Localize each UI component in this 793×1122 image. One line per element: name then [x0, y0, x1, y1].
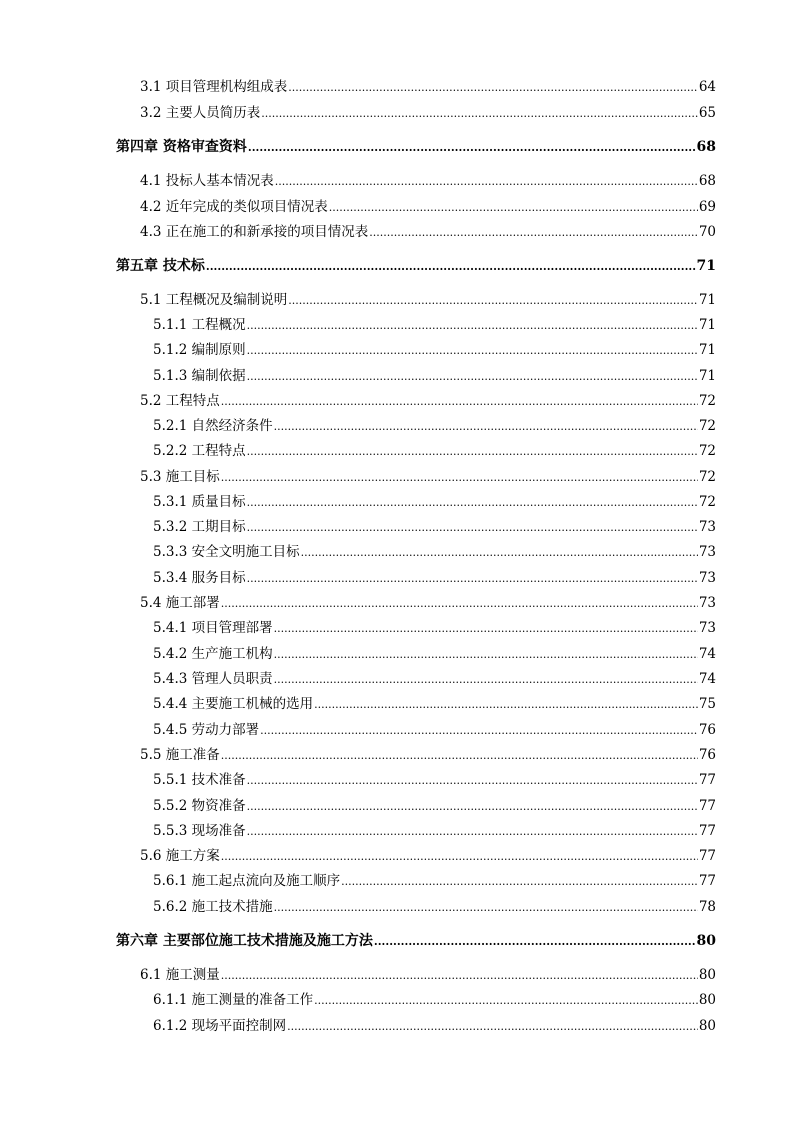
toc-entry-page: 73: [698, 620, 716, 636]
toc-entry-page: 68: [696, 139, 716, 155]
toc-entry-title: 5.1 工程概况及编制说明: [140, 292, 288, 308]
toc-entry-page: 72: [698, 393, 716, 409]
toc-entry-page: 73: [698, 570, 716, 586]
dot-leader: [260, 721, 698, 741]
toc-entry[interactable]: [140, 745, 716, 765]
toc-entry-title: 5.1.2 编制原则: [153, 342, 246, 358]
dot-leader: [206, 257, 696, 277]
toc-entry[interactable]: [140, 846, 716, 866]
toc-entry[interactable]: [153, 618, 716, 638]
toc-entry-page: 65: [698, 105, 716, 121]
toc-entry-page: 76: [698, 747, 716, 763]
toc-entry-page: 80: [698, 1018, 716, 1034]
toc-entry-title: 6.1.2 现场平面控制网: [153, 1018, 287, 1034]
toc-entry-page: 72: [698, 469, 716, 485]
dot-leader: [247, 493, 698, 513]
dot-leader: [247, 316, 698, 336]
toc-entry-title: 5.3.4 服务目标: [153, 570, 246, 586]
dot-leader: [247, 771, 698, 791]
toc-entry-title: 5.6.2 施工技术措施: [153, 899, 273, 915]
toc-entry-page: 77: [698, 848, 716, 864]
dot-leader: [247, 367, 698, 387]
toc-entry-title: 6.1 施工测量: [140, 967, 220, 983]
dot-leader: [274, 898, 698, 918]
toc-entry-title: 5.3.2 工期目标: [153, 519, 246, 535]
toc-entry[interactable]: [153, 568, 716, 588]
toc-entry-page: 68: [698, 173, 716, 189]
toc-entry[interactable]: [153, 796, 716, 816]
dot-leader: [314, 991, 698, 1011]
toc-entry-title: 第四章 资格审查资料: [116, 139, 247, 155]
toc-entry-page: 78: [698, 899, 716, 915]
toc-entry-title: 5.3 施工目标: [140, 469, 220, 485]
dot-leader: [287, 1017, 698, 1037]
toc-entry-title: 5.4.1 项目管理部署: [153, 620, 273, 636]
dot-leader: [247, 442, 698, 462]
toc-entry-title: 5.1.3 编制依据: [153, 368, 246, 384]
toc-entry[interactable]: [153, 990, 716, 1010]
toc-entry-title: 3.2 主要人员简历表: [140, 105, 261, 121]
toc-entry[interactable]: [140, 171, 716, 191]
toc-entry[interactable]: [140, 593, 716, 613]
toc-entry[interactable]: [140, 103, 716, 123]
toc-entry[interactable]: [153, 315, 716, 335]
dot-leader: [247, 822, 698, 842]
toc-entry-title: 5.2.2 工程特点: [153, 443, 246, 459]
dot-leader: [248, 138, 696, 158]
toc-entry-page: 77: [698, 823, 716, 839]
toc-entry-page: 74: [698, 671, 716, 687]
toc-entry[interactable]: [153, 694, 716, 714]
toc-entry[interactable]: [153, 669, 716, 689]
toc-entry-page: 71: [698, 317, 716, 333]
toc-entry-title: 5.4.4 主要施工机械的选用: [153, 696, 314, 712]
toc-entry-title: 4.3 正在施工的和新承接的项目情况表: [140, 224, 369, 240]
toc-entry[interactable]: [140, 391, 716, 411]
toc-entry[interactable]: [153, 542, 716, 562]
toc-entry-title: 5.2 工程特点: [140, 393, 220, 409]
toc-entry-title: 第六章 主要部位施工技术措施及施工方法: [116, 933, 373, 949]
toc-entry-page: 74: [698, 646, 716, 662]
toc-entry-title: 4.2 近年完成的类似项目情况表: [140, 199, 328, 215]
dot-leader: [274, 417, 698, 437]
dot-leader: [329, 198, 698, 218]
toc-entry-page: 77: [698, 798, 716, 814]
toc-entry-page: 80: [698, 992, 716, 1008]
toc-entry[interactable]: [153, 416, 716, 436]
toc-entry-page: 71: [698, 342, 716, 358]
toc-entry-page: 77: [698, 873, 716, 889]
toc-entry-page: 71: [698, 292, 716, 308]
toc-entry-page: 64: [698, 79, 716, 95]
toc-entry[interactable]: [153, 517, 716, 537]
toc-entry-title: 4.1 投标人基本情况表: [140, 173, 274, 189]
toc-entry-page: 71: [696, 258, 716, 274]
toc-chapter-entry[interactable]: [116, 256, 716, 276]
toc-entry[interactable]: [140, 77, 716, 97]
dot-leader: [261, 104, 698, 124]
toc-entry[interactable]: [153, 871, 716, 891]
toc-entry-page: 80: [696, 933, 716, 949]
toc-entry-title: 5.5 施工准备: [140, 747, 220, 763]
toc-entry-page: 76: [698, 722, 716, 738]
dot-leader: [247, 341, 698, 361]
toc-entry-page: 73: [698, 544, 716, 560]
toc-entry[interactable]: [153, 821, 716, 841]
toc-entry-page: 80: [698, 967, 716, 983]
dot-leader: [221, 746, 698, 766]
toc-entry-title: 5.3.1 质量目标: [153, 494, 246, 510]
toc-entry-page: 75: [698, 696, 716, 712]
dot-leader: [274, 619, 698, 639]
dot-leader: [288, 291, 698, 311]
toc-entry-title: 5.5.1 技术准备: [153, 772, 246, 788]
toc-entry-title: 5.6.1 施工起点流向及施工顺序: [153, 873, 341, 889]
dot-leader: [221, 468, 698, 488]
dot-leader: [221, 594, 698, 614]
toc-entry[interactable]: [153, 1016, 716, 1036]
toc-entry-page: 77: [698, 772, 716, 788]
toc-entry[interactable]: [153, 441, 716, 461]
toc-entry-title: 5.4.5 劳动力部署: [153, 722, 260, 738]
dot-leader: [221, 847, 698, 867]
toc-entry-title: 6.1.1 施工测量的准备工作: [153, 992, 314, 1008]
dot-leader: [288, 78, 698, 98]
dot-leader: [301, 543, 698, 563]
toc-entry-title: 3.1 项目管理机构组成表: [140, 79, 288, 95]
toc-entry[interactable]: [153, 720, 716, 740]
toc-entry[interactable]: [140, 290, 716, 310]
toc-entry-title: 5.3.3 安全文明施工目标: [153, 544, 300, 560]
toc-entry[interactable]: [153, 492, 716, 512]
toc-entry[interactable]: [140, 222, 716, 242]
toc-entry[interactable]: [140, 965, 716, 985]
toc-entry[interactable]: [140, 197, 716, 217]
toc-chapter-entry[interactable]: [116, 931, 716, 951]
toc-entry[interactable]: [153, 770, 716, 790]
dot-leader: [221, 966, 698, 986]
toc-entry[interactable]: [140, 467, 716, 487]
toc-entry-page: 72: [698, 494, 716, 510]
toc-entry[interactable]: [153, 366, 716, 386]
dot-leader: [247, 569, 698, 589]
toc-entry-title: 第五章 技术标: [116, 258, 205, 274]
dot-leader: [369, 223, 698, 243]
toc-entry-title: 5.4.2 生产施工机构: [153, 646, 273, 662]
toc-entry-title: 5.1.1 工程概况: [153, 317, 246, 333]
toc-entry-title: 5.5.2 物资准备: [153, 798, 246, 814]
toc-entry[interactable]: [153, 644, 716, 664]
toc-entry-page: 73: [698, 595, 716, 611]
toc-entry-page: 72: [698, 418, 716, 434]
toc-entry-title: 5.2.1 自然经济条件: [153, 418, 273, 434]
toc-entry-title: 5.4.3 管理人员职责: [153, 671, 273, 687]
toc-entry-page: 72: [698, 443, 716, 459]
dot-leader: [374, 932, 696, 952]
toc-entry-page: 71: [698, 368, 716, 384]
toc-chapter-entry[interactable]: [116, 137, 716, 157]
toc-entry-title: 5.4 施工部署: [140, 595, 220, 611]
dot-leader: [275, 172, 698, 192]
toc-entry[interactable]: [153, 340, 716, 360]
dot-leader: [274, 645, 698, 665]
toc-entry[interactable]: [153, 897, 716, 917]
dot-leader: [221, 392, 698, 412]
dot-leader: [247, 797, 698, 817]
dot-leader: [341, 872, 698, 892]
dot-leader: [314, 695, 698, 715]
toc-entry-page: 69: [698, 199, 716, 215]
toc-entry-title: 5.5.3 现场准备: [153, 823, 246, 839]
dot-leader: [247, 518, 698, 538]
dot-leader: [274, 670, 698, 690]
toc-entry-page: 70: [698, 224, 716, 240]
toc-entry-page: 73: [698, 519, 716, 535]
toc-entry-title: 5.6 施工方案: [140, 848, 220, 864]
